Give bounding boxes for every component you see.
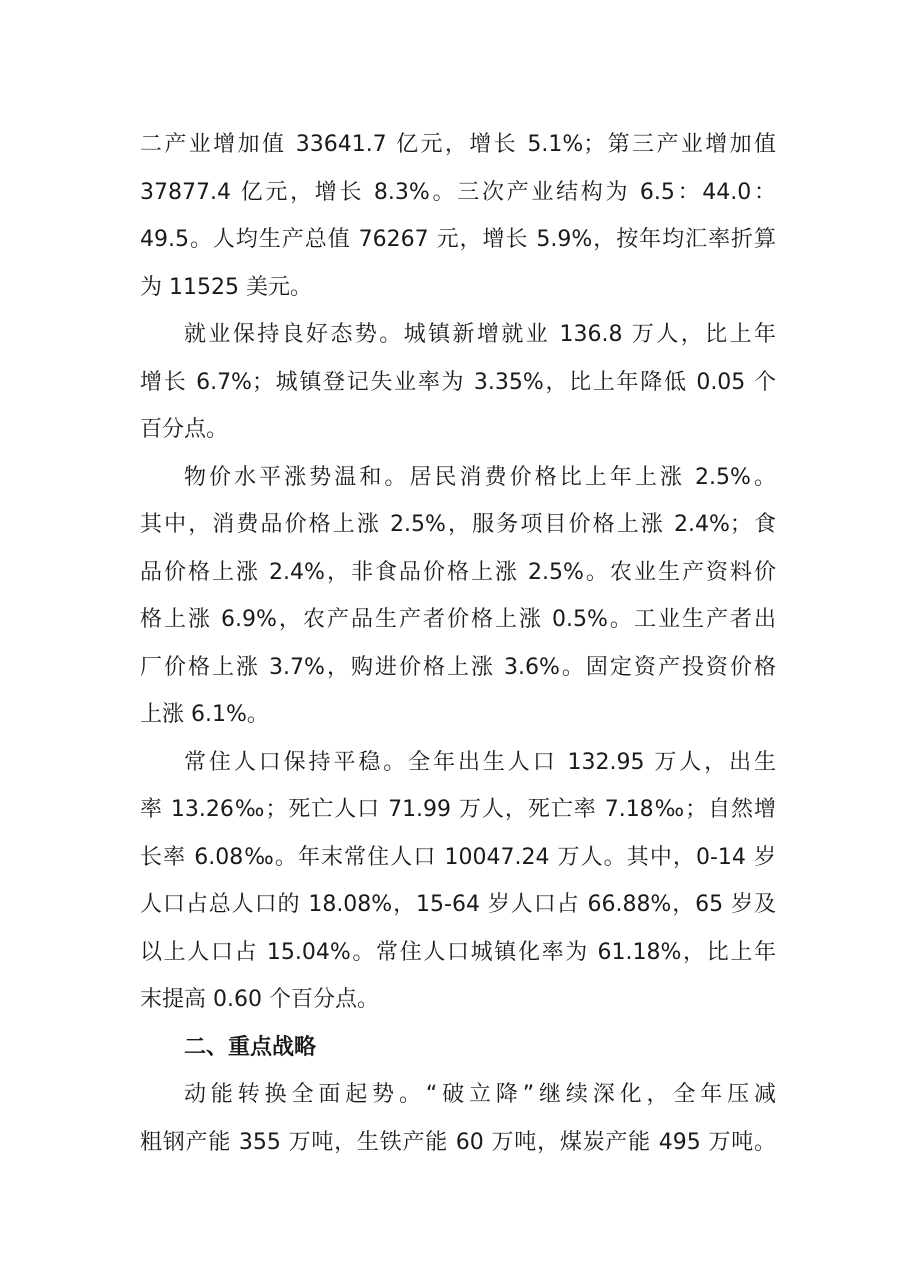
text-line: 厂价格上涨 3.7%，购进价格上涨 3.6%。固定资产投资价格	[140, 654, 776, 680]
text-line: 以上人口占 15.04%。常住人口城镇化率为 61.18%，比上年	[140, 939, 776, 965]
text-line: 百分点。	[140, 417, 229, 442]
text-line: 其中，消费品价格上涨 2.5%，服务项目价格上涨 2.4%；食	[140, 512, 776, 537]
text-line: 人口占总人口的 18.08%，15-64 岁人口占 66.88%，65 岁及	[140, 892, 776, 917]
text-line: 增长 6.7%；城镇登记失业率为 3.35%，比上年降低 0.05 个	[140, 369, 776, 395]
text-line: 品价格上涨 2.4%，非食品价格上涨 2.5%。农业生产资料价	[140, 559, 776, 585]
text-line: 率 13.26‰；死亡人口 71.99 万人，死亡率 7.18‰；自然增	[140, 797, 776, 822]
text-line: 37877.4 亿元，增长 8.3%。三次产业结构为 6.5：44.0：	[140, 179, 776, 205]
section-heading: 二、重点战略	[184, 1034, 317, 1060]
document-body	[140, 121, 776, 1166]
text-line: 为 11525 美元。	[140, 274, 312, 300]
text-line: 末提高 0.60 个百分点。	[140, 987, 379, 1012]
text-line: 粗钢产能 355 万吨，生铁产能 60 万吨，煤炭产能 495 万吨。	[140, 1129, 776, 1155]
text-line: 二产业增加值 33641.7 亿元，增长 5.1%；第三产业增加值	[140, 132, 776, 157]
paragraph-start-employment: 就业保持良好态势。城镇新增就业 136.8 万人，比上年	[184, 322, 776, 347]
paragraph-start-population: 常住人口保持平稳。全年出生人口 132.95 万人，出生	[184, 749, 776, 775]
text-line: 长率 6.08‰。年末常住人口 10047.24 万人。其中，0-14 岁	[140, 844, 776, 870]
text-line: 49.5。人均生产总值 76267 元，增长 5.9%，按年均汇率折算	[140, 227, 776, 252]
paragraph-start-prices: 物价水平涨势温和。居民消费价格比上年上涨 2.5%。	[184, 464, 776, 490]
text-line: 格上涨 6.9%，农产品生产者价格上涨 0.5%。工业生产者出	[140, 607, 776, 632]
text-line: 上涨 6.1%。	[140, 702, 269, 727]
paragraph-start-momentum: 动能转换全面起势。“破立降”继续深化，全年压减	[184, 1082, 776, 1107]
